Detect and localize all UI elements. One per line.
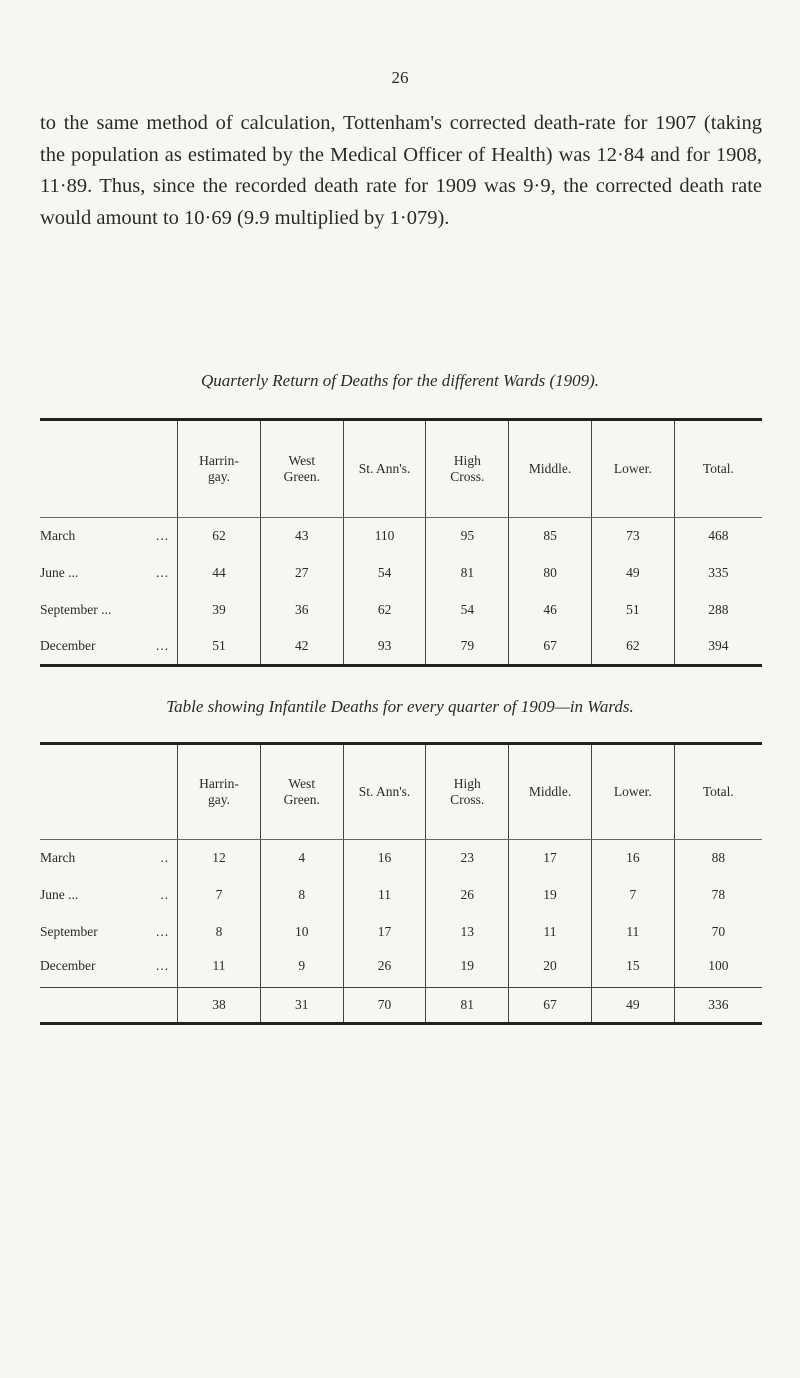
- table1-col-west-green: [260, 420, 343, 518]
- value-cell: 4: [260, 840, 343, 877]
- value-cell: 81: [426, 555, 509, 592]
- value-cell: 16: [591, 840, 674, 877]
- total-cell: 49: [591, 988, 674, 1024]
- value-cell: 7: [178, 877, 261, 914]
- table-row: [40, 518, 762, 555]
- table-row: [40, 555, 762, 592]
- body-paragraph: to the same method of calculation, Tottenham's corrected death-rate for 1907 (taking the population as estimated by the Medical Officer of Health) was 12·84 and for 1908, 11·89. Thus, since the recorded death rate for 1909 was 9·9, the corrected death rate would amount to 10·69 (9.9 multiplied by 1·079).: [40, 112, 762, 229]
- total-cell: 81: [426, 988, 509, 1024]
- row-label-text: March: [40, 850, 76, 866]
- table1-caption: Quarterly Return of Deaths for the different Wards (1909).: [200, 371, 600, 390]
- value-cell: 51: [591, 592, 674, 629]
- row-label-text: September: [40, 924, 98, 939]
- totals-label: [40, 988, 178, 1024]
- header-line-1: Lower.: [613, 461, 652, 476]
- row-total-cell: 468: [674, 518, 762, 555]
- header-line-1: Harrin-: [199, 453, 239, 468]
- header-line-1: High: [453, 453, 481, 468]
- row-label: [40, 592, 178, 629]
- total-cell: 38: [178, 988, 261, 1024]
- header-line-2: Green.: [283, 469, 320, 484]
- value-cell: 73: [591, 518, 674, 555]
- table1-col-total: [674, 420, 762, 518]
- table1-header-row: [40, 420, 762, 518]
- value-cell: 12: [178, 840, 261, 877]
- table1-col-st-anns: [343, 420, 426, 518]
- header-line-1: High: [453, 776, 481, 791]
- table2-body: [40, 840, 762, 1024]
- value-cell: 36: [260, 592, 343, 629]
- row-total-cell: 335: [674, 555, 762, 592]
- row-label: [40, 840, 178, 877]
- leader-dots: ...: [156, 638, 170, 654]
- row-label: [40, 555, 178, 592]
- value-cell: 62: [591, 629, 674, 666]
- infantile-deaths-table: [40, 742, 762, 1025]
- header-line-1: Total.: [702, 461, 734, 476]
- table1-col-high-cross: [426, 420, 509, 518]
- header-line-1: Harrin-: [199, 776, 239, 791]
- row-label-text: December: [40, 638, 96, 654]
- header-line-1: Lower.: [613, 784, 652, 799]
- header-line-1: West: [288, 453, 316, 468]
- value-cell: 49: [591, 555, 674, 592]
- row-label-text: September ...: [40, 602, 112, 617]
- row-label-text: June ...: [40, 887, 79, 902]
- leader-dots: ..: [160, 850, 170, 866]
- table-row: [40, 877, 762, 914]
- header-line-1: St. Ann's.: [358, 461, 411, 476]
- table-row: [40, 592, 762, 629]
- row-total-cell: 88: [674, 840, 762, 877]
- value-cell: 43: [260, 518, 343, 555]
- table2-col-lower: [591, 744, 674, 840]
- table2-col-west-green: [260, 744, 343, 840]
- value-cell: 11: [343, 877, 426, 914]
- value-cell: 62: [178, 518, 261, 555]
- table1-col-middle: [509, 420, 592, 518]
- row-total-cell: 394: [674, 629, 762, 666]
- value-cell: 46: [509, 592, 592, 629]
- value-cell: 8: [260, 877, 343, 914]
- value-cell: 19: [509, 877, 592, 914]
- header-line-2: Cross.: [450, 792, 485, 807]
- value-cell: 44: [178, 555, 261, 592]
- value-cell: 13: [426, 914, 509, 951]
- header-line-2: Cross.: [450, 469, 485, 484]
- table2-col-high-cross: [426, 744, 509, 840]
- value-cell: 15: [591, 951, 674, 988]
- header-line-1: West: [288, 776, 316, 791]
- row-label-text: June ...: [40, 565, 79, 580]
- table2-col-harringay: [178, 744, 261, 840]
- table1-body: [40, 518, 762, 666]
- value-cell: 23: [426, 840, 509, 877]
- value-cell: 9: [260, 951, 343, 988]
- total-cell: 70: [343, 988, 426, 1024]
- value-cell: 17: [343, 914, 426, 951]
- header-line-1: Middle.: [528, 784, 572, 799]
- header-line-1: St. Ann's.: [358, 784, 411, 799]
- value-cell: 16: [343, 840, 426, 877]
- row-total-cell: 78: [674, 877, 762, 914]
- total-cell: 67: [509, 988, 592, 1024]
- value-cell: 11: [509, 914, 592, 951]
- header-line-2: gay.: [208, 469, 231, 484]
- row-total-cell: 70: [674, 914, 762, 951]
- total-cell: 31: [260, 988, 343, 1024]
- value-cell: 11: [178, 951, 261, 988]
- value-cell: 26: [426, 877, 509, 914]
- leader-dots: ...: [156, 528, 170, 544]
- leader-dots: ..: [160, 887, 170, 902]
- value-cell: 54: [343, 555, 426, 592]
- value-cell: 80: [509, 555, 592, 592]
- value-cell: 39: [178, 592, 261, 629]
- total-cell: 336: [674, 988, 762, 1024]
- page-number: 26: [391, 68, 409, 87]
- value-cell: 62: [343, 592, 426, 629]
- row-total-cell: 100: [674, 951, 762, 988]
- row-label: [40, 518, 178, 555]
- header-line-2: gay.: [207, 792, 230, 807]
- table2-corner: [40, 744, 178, 840]
- header-line-1: Middle.: [528, 461, 572, 476]
- value-cell: 17: [509, 840, 592, 877]
- row-label-text: December: [40, 957, 96, 973]
- table2-header-row: [40, 744, 762, 840]
- totals-row: [40, 988, 762, 1024]
- value-cell: 51: [178, 629, 261, 666]
- leader-dots: ...: [156, 565, 170, 580]
- value-cell: 20: [509, 951, 592, 988]
- table2-col-middle: [509, 744, 592, 840]
- table1-col-lower: [591, 420, 674, 518]
- value-cell: 27: [260, 555, 343, 592]
- value-cell: 79: [426, 629, 509, 666]
- table2-col-total: [674, 744, 762, 840]
- row-label: [40, 877, 178, 914]
- table1-corner: [40, 420, 178, 518]
- value-cell: 7: [591, 877, 674, 914]
- row-label: [40, 629, 178, 666]
- value-cell: 95: [426, 518, 509, 555]
- table2-caption: Table showing Infantile Deaths for every quarter of 1909—in Wards.: [166, 697, 634, 716]
- table-row: [40, 914, 762, 951]
- value-cell: 54: [426, 592, 509, 629]
- row-label: [40, 914, 178, 951]
- row-label: [40, 951, 178, 988]
- row-total-cell: 288: [674, 592, 762, 629]
- leader-dots: ...: [155, 924, 170, 939]
- value-cell: 26: [343, 951, 426, 988]
- table2-col-st-anns: [343, 744, 426, 840]
- header-line-2: Green.: [283, 792, 320, 807]
- value-cell: 110: [343, 518, 426, 555]
- table-row: [40, 951, 762, 988]
- row-label-text: March: [40, 528, 76, 544]
- quarterly-deaths-table: [40, 418, 762, 667]
- leader-dots: ...: [155, 957, 170, 973]
- table-row: [40, 840, 762, 877]
- value-cell: 10: [260, 914, 343, 951]
- header-line-1: Total.: [702, 784, 734, 799]
- value-cell: 85: [509, 518, 592, 555]
- value-cell: 42: [260, 629, 343, 666]
- value-cell: 67: [509, 629, 592, 666]
- table-row: [40, 629, 762, 666]
- value-cell: 19: [426, 951, 509, 988]
- value-cell: 11: [591, 914, 674, 951]
- value-cell: 8: [178, 914, 261, 951]
- value-cell: 93: [343, 629, 426, 666]
- table1-col-harringay: [178, 420, 261, 518]
